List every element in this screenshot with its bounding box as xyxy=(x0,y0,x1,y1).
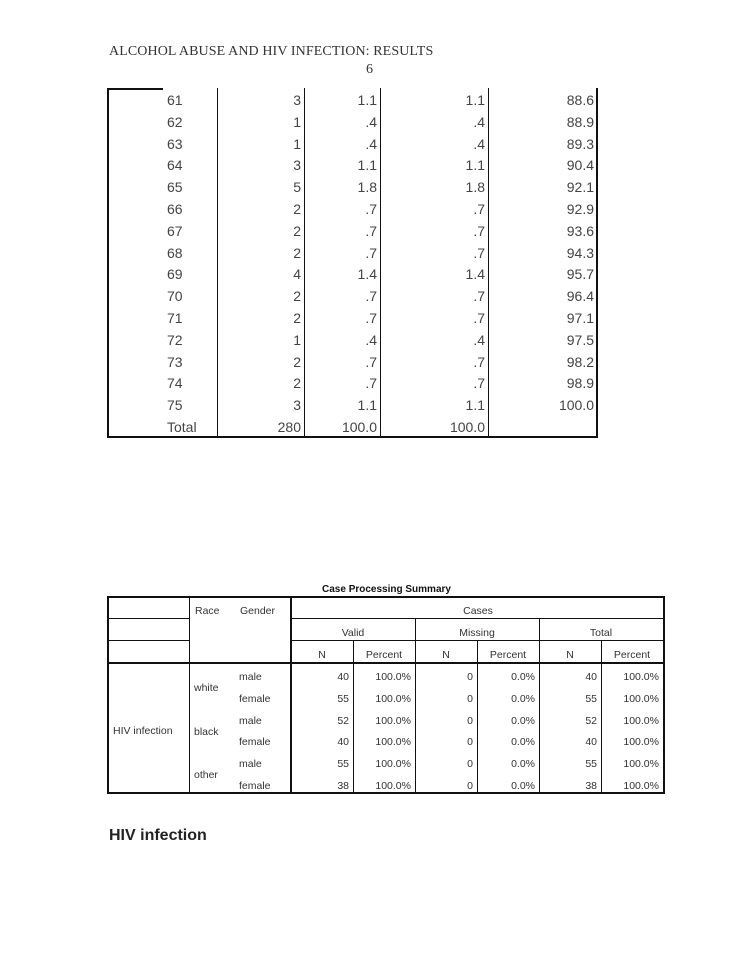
cumulative-percent-cell: 96.4 xyxy=(566,288,594,305)
total-percent-cell: 100.0% xyxy=(623,736,659,749)
valid-percent-cell: .4 xyxy=(473,331,485,348)
table-row xyxy=(107,89,598,111)
cumulative-percent-cell: 98.2 xyxy=(566,353,594,370)
percent-cell: .4 xyxy=(365,113,377,130)
frequency-cell: 2 xyxy=(293,375,301,392)
missing-percent-cell: 0.0% xyxy=(511,780,535,792)
missing-percent-cell: 0.0% xyxy=(511,671,535,683)
valid-percent-cell: 1.1 xyxy=(465,397,485,414)
frequency-cell: 1 xyxy=(293,135,301,152)
value-cell: 74 xyxy=(167,375,183,392)
cumulative-percent-cell: 92.9 xyxy=(566,201,594,217)
valid-percent-cell: .7 xyxy=(473,201,485,217)
total-percent-cell: 100.0% xyxy=(623,671,659,683)
value-cell: 72 xyxy=(167,331,183,348)
cps-rule xyxy=(107,618,190,619)
table-row xyxy=(107,133,598,155)
percent-cell: .7 xyxy=(365,353,377,370)
total-n-header: N xyxy=(566,649,574,661)
total-row xyxy=(107,416,598,438)
missing-n-cell: 0 xyxy=(467,780,473,792)
valid-percent-cell: .7 xyxy=(473,288,485,305)
valid-percent-cell: .4 xyxy=(473,135,485,152)
valid-n-header: N xyxy=(318,649,326,661)
gender-header: Gender xyxy=(240,605,276,617)
missing-n-header: N xyxy=(442,649,450,661)
cumulative-percent-cell: 93.6 xyxy=(566,222,594,239)
value-cell: 65 xyxy=(167,179,183,196)
missing-n-cell: 0 xyxy=(467,758,473,771)
valid-percent-cell: .7 xyxy=(473,353,485,370)
cumulative-percent-cell: 88.9 xyxy=(566,113,594,130)
total-n-cell: 55 xyxy=(585,692,597,705)
gender-label: male xyxy=(239,714,262,727)
valid-percent-cell: 100.0% xyxy=(375,714,411,727)
table-row xyxy=(107,351,598,373)
frequency-cell: 3 xyxy=(293,92,301,108)
valid-percent-cell: .4 xyxy=(473,113,485,130)
value-cell: 75 xyxy=(167,397,183,414)
value-cell: 61 xyxy=(167,92,183,108)
gender-label: female xyxy=(239,736,271,749)
valid-n-cell: 40 xyxy=(337,736,349,749)
table-row xyxy=(107,263,598,285)
percent-cell: .7 xyxy=(365,375,377,392)
cps-bottom-border xyxy=(107,792,665,794)
case-processing-summary-title: Case Processing Summary xyxy=(322,584,451,595)
race-label: other xyxy=(194,769,218,782)
frequency-cell: 2 xyxy=(293,288,301,305)
value-cell: 70 xyxy=(167,288,183,305)
valid-percent-cell: 1.4 xyxy=(465,266,485,283)
total-frequency: 280 xyxy=(277,419,301,435)
valid-percent-cell: 1.1 xyxy=(465,157,485,174)
case-processing-summary-table xyxy=(107,596,665,794)
percent-cell: 1.1 xyxy=(357,157,377,174)
value-cell: 69 xyxy=(167,266,183,283)
total-n-cell: 55 xyxy=(585,758,597,771)
value-cell: 67 xyxy=(167,222,183,239)
total-valid-percent: 100.0 xyxy=(449,419,485,435)
total-percent-header: Percent xyxy=(613,649,651,661)
value-cell: 66 xyxy=(167,201,183,217)
valid-percent-cell: .7 xyxy=(473,244,485,261)
valid-n-cell: 55 xyxy=(337,692,349,705)
valid-n-cell: 52 xyxy=(337,714,349,727)
table-row xyxy=(107,111,598,133)
page-number: 6 xyxy=(366,62,373,77)
table-row xyxy=(107,176,598,198)
race-header: Race xyxy=(195,605,220,617)
percent-cell: 1.8 xyxy=(357,179,377,196)
cps-rule xyxy=(291,618,665,619)
race-label: black xyxy=(194,725,219,738)
table-row xyxy=(107,372,598,394)
cumulative-percent-cell: 98.9 xyxy=(566,375,594,392)
missing-n-cell: 0 xyxy=(467,736,473,749)
table-row xyxy=(107,285,598,307)
valid-n-cell: 38 xyxy=(337,780,349,792)
valid-percent-cell: .7 xyxy=(473,310,485,326)
valid-percent-cell: 1.1 xyxy=(465,92,485,108)
percent-cell: .4 xyxy=(365,135,377,152)
missing-n-cell: 0 xyxy=(467,671,473,683)
cps-rule xyxy=(291,640,665,641)
valid-n-cell: 40 xyxy=(337,671,349,683)
missing-header: Missing xyxy=(459,627,495,639)
table-row xyxy=(107,220,598,242)
frequency-table xyxy=(107,88,598,438)
total-percent-cell: 100.0% xyxy=(623,692,659,705)
missing-percent-cell: 0.0% xyxy=(511,692,535,705)
cumulative-percent-cell: 100.0 xyxy=(558,397,594,414)
total-header: Total xyxy=(589,627,613,639)
percent-cell: 1.1 xyxy=(357,92,377,108)
frequency-cell: 1 xyxy=(293,113,301,130)
total-percent-cell: 100.0% xyxy=(623,714,659,727)
gender-label: male xyxy=(239,671,262,683)
percent-cell: .7 xyxy=(365,222,377,239)
value-cell: 73 xyxy=(167,353,183,370)
total-percent: 100.0 xyxy=(341,419,377,435)
valid-header: Valid xyxy=(341,627,365,639)
valid-percent-cell: 1.8 xyxy=(465,179,485,196)
percent-cell: 1.4 xyxy=(357,266,377,283)
frequency-cell: 3 xyxy=(293,397,301,414)
percent-cell: .7 xyxy=(365,288,377,305)
total-n-cell: 38 xyxy=(585,780,597,792)
table-row xyxy=(107,242,598,264)
missing-percent-cell: 0.0% xyxy=(511,736,535,749)
table-row xyxy=(107,307,598,329)
valid-percent-cell: 100.0% xyxy=(375,692,411,705)
missing-n-cell: 0 xyxy=(467,692,473,705)
hiv-infection-row-label: HIV infection xyxy=(113,725,173,737)
valid-percent-header: Percent xyxy=(365,649,403,661)
table-row xyxy=(107,394,598,416)
value-cell: 68 xyxy=(167,244,183,261)
frequency-cell: 2 xyxy=(293,222,301,239)
value-cell: 64 xyxy=(167,157,183,174)
frequency-cell: 2 xyxy=(293,201,301,217)
value-cell: 63 xyxy=(167,135,183,152)
frequency-cell: 5 xyxy=(293,179,301,196)
cases-header: Cases xyxy=(463,605,493,617)
missing-percent-cell: 0.0% xyxy=(511,758,535,771)
gender-label: female xyxy=(239,692,271,705)
frequency-cell: 2 xyxy=(293,244,301,261)
missing-percent-header: Percent xyxy=(489,649,527,661)
running-head-title: ALCOHOL ABUSE AND HIV INFECTION: RESULTS xyxy=(109,44,434,59)
total-percent-cell: 100.0% xyxy=(623,758,659,771)
value-cell: 71 xyxy=(167,310,183,326)
cumulative-percent-cell: 97.5 xyxy=(566,331,594,348)
percent-cell: .7 xyxy=(365,310,377,326)
valid-percent-cell: 100.0% xyxy=(375,780,411,792)
valid-percent-cell: 100.0% xyxy=(375,671,411,683)
cumulative-percent-cell: 90.4 xyxy=(566,157,594,174)
total-percent-cell: 100.0% xyxy=(623,780,659,792)
total-label: Total xyxy=(167,419,197,435)
cumulative-percent-cell: 95.7 xyxy=(566,266,594,283)
percent-cell: 1.1 xyxy=(357,397,377,414)
cumulative-percent-cell: 97.1 xyxy=(566,310,594,326)
cps-divider xyxy=(189,596,190,794)
gender-label: male xyxy=(239,758,262,771)
missing-percent-cell: 0.0% xyxy=(511,714,535,727)
total-n-cell: 52 xyxy=(585,714,597,727)
frequency-cell: 2 xyxy=(293,353,301,370)
valid-percent-cell: 100.0% xyxy=(375,736,411,749)
table-row xyxy=(107,329,598,351)
frequency-cell: 3 xyxy=(293,157,301,174)
cumulative-percent-cell: 88.6 xyxy=(566,92,594,108)
value-cell: 62 xyxy=(167,113,183,130)
gender-label: female xyxy=(239,780,271,792)
valid-percent-cell: 100.0% xyxy=(375,758,411,771)
total-n-cell: 40 xyxy=(585,671,597,683)
valid-percent-cell: .7 xyxy=(473,222,485,239)
race-label: white xyxy=(194,682,219,694)
valid-percent-cell: .7 xyxy=(473,375,485,392)
cumulative-percent-cell: 89.3 xyxy=(566,135,594,152)
cumulative-percent-cell: 94.3 xyxy=(566,244,594,261)
frequency-cell: 2 xyxy=(293,310,301,326)
frequency-cell: 4 xyxy=(293,266,301,283)
cps-left-border xyxy=(107,596,109,794)
cps-right-border xyxy=(663,596,665,794)
section-heading: HIV infection xyxy=(109,827,207,844)
table-row xyxy=(107,154,598,176)
valid-n-cell: 55 xyxy=(337,758,349,771)
percent-cell: .7 xyxy=(365,201,377,217)
table-row xyxy=(107,198,598,220)
cumulative-percent-cell: 92.1 xyxy=(566,179,594,196)
total-n-cell: 40 xyxy=(585,736,597,749)
cps-header-bottom-rule xyxy=(107,662,665,664)
missing-n-cell: 0 xyxy=(467,714,473,727)
percent-cell: .7 xyxy=(365,244,377,261)
frequency-cell: 1 xyxy=(293,331,301,348)
percent-cell: .4 xyxy=(365,331,377,348)
cps-top-border xyxy=(107,596,665,598)
cps-rule xyxy=(107,640,190,641)
